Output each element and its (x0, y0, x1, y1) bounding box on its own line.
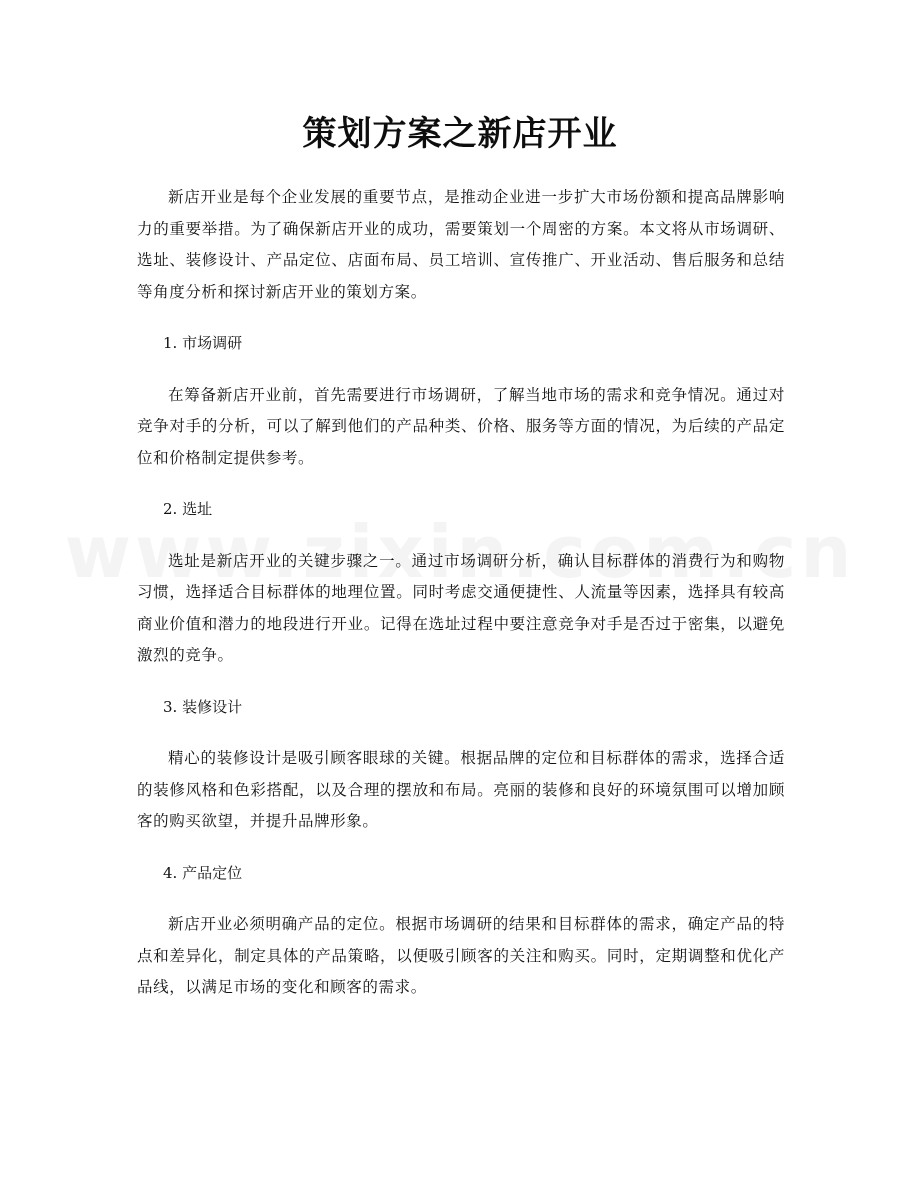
document-body (137, 182, 785, 1004)
section-heading-site-selection: 2. 选址 (163, 500, 213, 518)
section-body-market-research: 在筹备新店开业前，首先需要进行市场调研，了解当地市场的需求和竞争情况。通过对竞争对手的分析，可以了解到他们的产品种类、价格、服务等方面的情况，为后续的产品定位和价格制定提供参考。 (137, 385, 785, 467)
section-body-site-selection: 选址是新店开业的关键步骤之一。通过市场调研分析，确认目标群体的消费行为和购物习惯，选择适合目标群体的地理位置。同时考虑交通便捷性、人流量等因素，选择具有较高商业价值和潜力的地段进行开业。记得在选址过程中要注意竞争对手是否过于密集，以避免激烈的竞争。 (137, 551, 785, 664)
section-heading-market-research: 1. 市场调研 (163, 334, 243, 352)
section-heading-product-positioning: 4. 产品定位 (163, 863, 243, 882)
section-body-decoration-design: 精心的装修设计是吸引顾客眼球的关键。根据品牌的定位和目标群体的需求，选择合适的装修风格和色彩搭配，以及合理的摆放和布局。亮丽的装修和良好的环境氛围可以增加顾客的购买欲望，并提升品牌形象。 (137, 749, 785, 830)
page-title: 策划方案之新店开业 (302, 114, 618, 154)
section-body-product-positioning: 新店开业必须明确产品的定位。根据市场调研的结果和目标群体的需求，确定产品的特点和差异化，制定具体的产品策略，以便吸引顾客的关注和购买。同时，定期调整和优化产品线，以满足市场的变化和顾客的需求。 (137, 915, 785, 996)
section-heading-decoration-design: 3. 装修设计 (163, 697, 243, 716)
intro-paragraph: 新店开业是每个企业发展的重要节点，是推动企业进一步扩大市场份额和提高品牌影响力的重要举措。为了确保新店开业的成功，需要策划一个周密的方案。本文将从市场调研、选址、装修设计、产品定位、店面布局、员工培训、宣传推广、开业活动、售后服务和总结等角度分析和探讨新店开业的策划方案。 (137, 188, 785, 301)
